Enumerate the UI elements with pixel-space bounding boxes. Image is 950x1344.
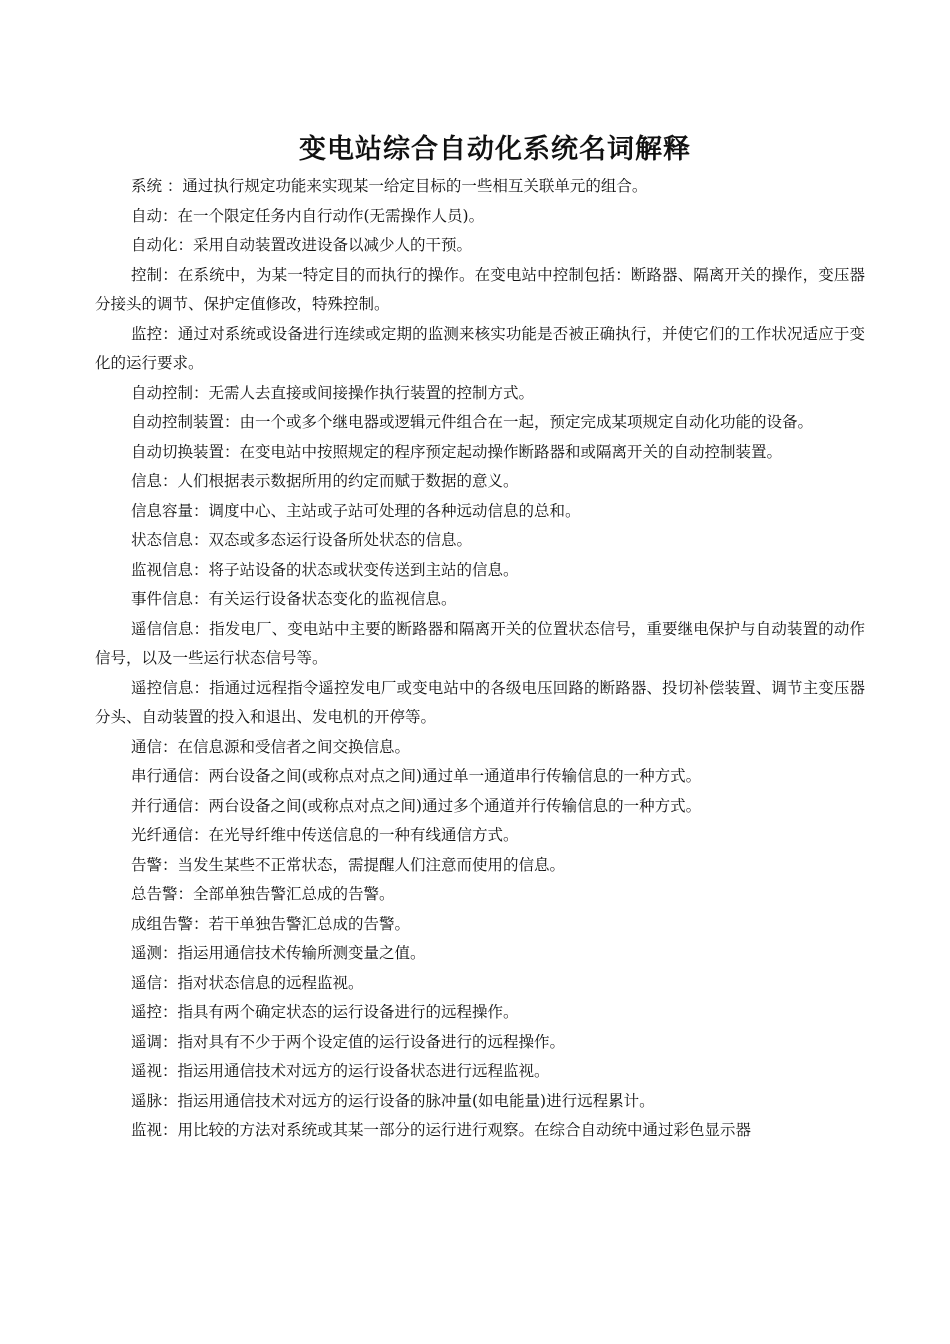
definition-entry: 遥调：指对具有不少于两个设定值的运行设备进行的远程操作。 bbox=[131, 1032, 566, 1051]
definition-entry: 自动控制装置：由一个或多个继电器或逻辑元件组合在一起，预定完成某项规定自动化功能的设备。 bbox=[131, 413, 814, 431]
definition-entry: 总告警：全部单独告警汇总成的告警。 bbox=[131, 885, 395, 903]
definition-entry: 监视：用比较的方法对系统或其某一部分的运行进行观察。在综合自动统中通过彩色显示器 bbox=[131, 1121, 752, 1139]
definition-list bbox=[95, 172, 865, 1146]
definition-entry: 光纤通信：在光导纤维中传送信息的一种有线通信方式。 bbox=[131, 826, 519, 844]
definition-entry: 控制：在系统中，为某一特定目的而执行的操作。在变电站中控制包括：断路器、隔离开关的操作，变压器分接头的调节、保护定值修改，特殊控制。 bbox=[95, 265, 865, 313]
definition-entry: 状态信息：双态或多态运行设备所处状态的信息。 bbox=[131, 531, 473, 549]
definition-entry: 串行通信：两台设备之间(或称点对点之间)通过单一通道串行传输信息的一种方式。 bbox=[131, 767, 702, 785]
definition-entry: 并行通信：两台设备之间(或称点对点之间)通过多个通道并行传输信息的一种方式。 bbox=[131, 796, 702, 815]
definition-entry: 事件信息：有关运行设备状态变化的监视信息。 bbox=[131, 590, 457, 608]
definition-entry: 遥脉：指运用通信技术对远方的运行设备的脉冲量(如电能量)进行远程累计。 bbox=[131, 1091, 655, 1110]
definition-entry: 成组告警：若干单独告警汇总成的告警。 bbox=[131, 914, 411, 933]
definition-entry: 自动：在一个限定任务内自行动作(无需操作人员)。 bbox=[131, 206, 485, 225]
definition-entry: 告警：当发生某些不正常状态，需提醒人们注意而使用的信息。 bbox=[131, 855, 566, 874]
definition-entry: 自动化：采用自动装置改进设备以减少人的干预。 bbox=[131, 236, 473, 254]
document-page bbox=[95, 128, 865, 1146]
definition-entry: 自动切换装置：在变电站中按照规定的程序预定起动操作断路器和或隔离开关的自动控制装置。 bbox=[131, 442, 783, 461]
definition-entry: 遥测：指运用通信技术传输所测变量之值。 bbox=[131, 944, 426, 962]
definition-entry: 通信：在信息源和受信者之间交换信息。 bbox=[131, 737, 411, 756]
definition-entry: 信息容量：调度中心、主站或子站可处理的各种远动信息的总和。 bbox=[131, 501, 581, 520]
definition-entry: 自动控制：无需人去直接或间接操作执行装置的控制方式。 bbox=[131, 383, 535, 402]
definition-entry: 监控：通过对系统或设备进行连续或定期的监测来核实功能是否被正确执行，并使它们的工作状况适应于变化的运行要求。 bbox=[95, 324, 865, 372]
definition-entry: 监视信息：将子站设备的状态或状变传送到主站的信息。 bbox=[131, 560, 519, 579]
definition-entry: 遥信：指对状态信息的远程监视。 bbox=[131, 973, 364, 992]
definition-entry: 遥控信息：指通过远程指令遥控发电厂或变电站中的各级电压回路的断路器、投切补偿装置、调节主变压器分头、自动装置的投入和退出、发电机的开停等。 bbox=[95, 678, 865, 726]
definition-entry: 遥信信息：指发电厂、变电站中主要的断路器和隔离开关的位置状态信号，重要继电保护与自动装置的动作信号，以及一些运行状态信号等。 bbox=[95, 619, 865, 667]
definition-entry: 遥控：指具有两个确定状态的运行设备进行的远程操作。 bbox=[131, 1003, 519, 1021]
definition-entry: 信息：人们根据表示数据所用的约定而赋于数据的意义。 bbox=[131, 472, 519, 490]
definition-entry: 遥视：指运用通信技术对远方的运行设备状态进行远程监视。 bbox=[131, 1062, 550, 1080]
definition-entry: 系统 ：通过执行规定功能来实现某一给定目标的一些相互关联单元的组合。 bbox=[131, 177, 648, 195]
document-title: 变电站综合自动化系统名词解释 bbox=[299, 134, 691, 165]
